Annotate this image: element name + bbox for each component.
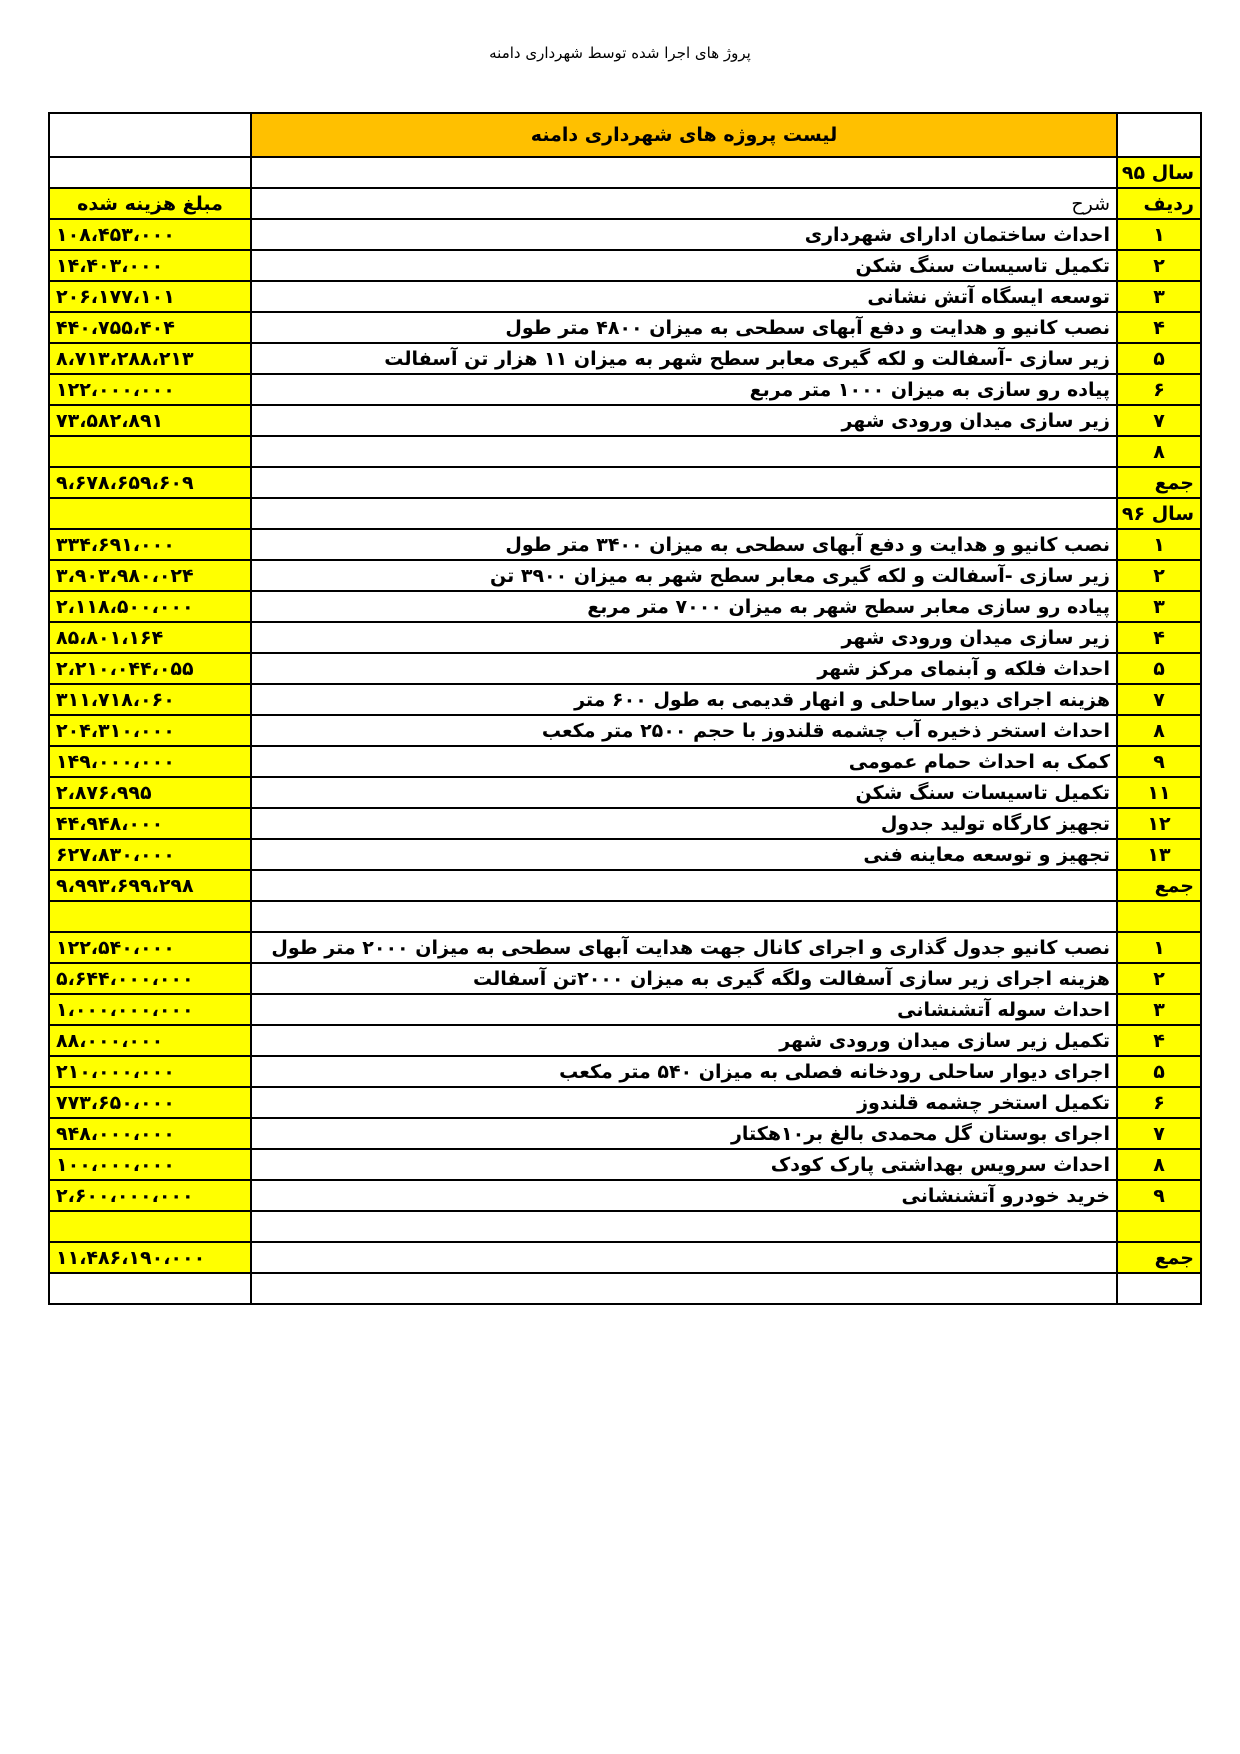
row-number-cell: ۳ (1117, 281, 1201, 312)
amount-cell: ۲۰۴،۳۱۰،۰۰۰ (49, 715, 251, 746)
row-number-cell: ۱ (1117, 932, 1201, 963)
row-number-cell: ۱ (1117, 529, 1201, 560)
row-number-cell: ۷ (1117, 1118, 1201, 1149)
total-95-row (49, 467, 1201, 498)
amount-cell: ۳۳۴،۶۹۱،۰۰۰ (49, 529, 251, 560)
row-number-cell: ۸ (1117, 436, 1201, 467)
amount-cell: ۱۲۲،۵۴۰،۰۰۰ (49, 932, 251, 963)
description-cell: اجرای دیوار ساحلی رودخانه فصلی به میزان ۵۴۰ متر مکعب (251, 1056, 1117, 1087)
amount-cell: ۱۰۸،۴۵۳،۰۰۰ (49, 219, 251, 250)
description-cell: نصب کانیو و هدایت و دفع آبهای سطحی به میزان ۳۴۰۰ متر طول (251, 529, 1117, 560)
amount-cell: ۹،۶۷۸،۶۵۹،۶۰۹ (49, 467, 251, 498)
description-cell (251, 1242, 1117, 1273)
row-number-cell: جمع (1117, 467, 1201, 498)
row-number-cell: جمع (1117, 870, 1201, 901)
empty-row (49, 1273, 1201, 1304)
amount-cell: ۹،۹۹۳،۶۹۹،۲۹۸ (49, 870, 251, 901)
row-number-cell: ۶ (1117, 374, 1201, 405)
description-cell: اجرای بوستان گل محمدی بالغ بر۱۰هکتار (251, 1118, 1117, 1149)
table-row (49, 622, 1201, 653)
row-number-cell: سال ۹۶ (1117, 498, 1201, 529)
description-cell: تکمیل تاسیسات سنگ شکن (251, 777, 1117, 808)
header-row (49, 188, 1201, 219)
description-cell: احداث سوله آتشنشانی (251, 994, 1117, 1025)
table-row (49, 715, 1201, 746)
description-cell (251, 498, 1117, 529)
description-cell: زیر سازی میدان ورودی شهر (251, 622, 1117, 653)
amount-cell (49, 901, 251, 932)
total-97-row (49, 1242, 1201, 1273)
table-row (49, 1056, 1201, 1087)
description-cell: تجهیز کارگاه تولید جدول (251, 808, 1117, 839)
row-number-cell: ۱۱ (1117, 777, 1201, 808)
amount-cell (49, 498, 251, 529)
table-row (49, 374, 1201, 405)
year-95-label: سال ۹۵ (1117, 157, 1201, 188)
amount-cell: ۲،۸۷۶،۹۹۵ (49, 777, 251, 808)
amount-cell: ۲۰۶،۱۷۷،۱۰۱ (49, 281, 251, 312)
amount-cell (49, 1211, 251, 1242)
row-number-cell: ۲ (1117, 963, 1201, 994)
description-cell: احداث استخر ذخیره آب چشمه قلندوز با حجم ۲۵۰۰ متر مکعب (251, 715, 1117, 746)
table-row (49, 591, 1201, 622)
description-cell: تکمیل زیر سازی میدان ورودی شهر (251, 1025, 1117, 1056)
amount-cell: ۴۴،۹۴۸،۰۰۰ (49, 808, 251, 839)
row-number-cell: ۱۲ (1117, 808, 1201, 839)
row-number-cell: ۹ (1117, 746, 1201, 777)
amount-cell: ۲،۱۱۸،۵۰۰،۰۰۰ (49, 591, 251, 622)
amount-cell: ۵،۶۴۴،۰۰۰،۰۰۰ (49, 963, 251, 994)
spacer-row (49, 901, 1201, 932)
amount-cell: ۳۱۱،۷۱۸،۰۶۰ (49, 684, 251, 715)
amount-cell: ۱۲۲،۰۰۰،۰۰۰ (49, 374, 251, 405)
table-row (49, 436, 1201, 467)
description-cell: نصب کانیو جدول گذاری و اجرای کانال جهت هدایت آبهای سطحی به میزان ۲۰۰۰ متر طول (251, 932, 1117, 963)
page-header: پروژ های اجرا شده توسط شهرداری دامنه (489, 44, 751, 62)
total-96-row (49, 870, 1201, 901)
amount-cell: ۸۸،۰۰۰،۰۰۰ (49, 1025, 251, 1056)
table-row (49, 932, 1201, 963)
table-row (49, 219, 1201, 250)
description-cell (251, 1211, 1117, 1242)
row-number-cell: ۱۳ (1117, 839, 1201, 870)
description-cell: خرید خودرو آتشنشانی (251, 1180, 1117, 1211)
amount-cell: ۱۴۹،۰۰۰،۰۰۰ (49, 746, 251, 777)
description-cell: زیر سازی میدان ورودی شهر (251, 405, 1117, 436)
table-row (49, 312, 1201, 343)
row-number-cell (1117, 1211, 1201, 1242)
row-number-cell: ۷ (1117, 684, 1201, 715)
row-number-cell (1117, 1273, 1201, 1304)
amount-cell (49, 436, 251, 467)
row-number-cell: ۲ (1117, 250, 1201, 281)
table-row (49, 1149, 1201, 1180)
projects-table (48, 112, 1202, 1305)
description-cell (251, 870, 1117, 901)
description-cell (251, 467, 1117, 498)
header-amount: مبلغ هزینه شده (49, 188, 251, 219)
row-number-cell: ۴ (1117, 1025, 1201, 1056)
row-number-cell: ۵ (1117, 343, 1201, 374)
amount-cell: ۷۳،۵۸۲،۸۹۱ (49, 405, 251, 436)
year-96-row (49, 498, 1201, 529)
header-desc: شرح (251, 188, 1117, 219)
description-cell: احداث ساختمان ادارای شهرداری (251, 219, 1117, 250)
amount-cell: ۷۷۳،۶۵۰،۰۰۰ (49, 1087, 251, 1118)
title-row (49, 113, 1201, 157)
amount-cell: ۱۱،۴۸۶،۱۹۰،۰۰۰ (49, 1242, 251, 1273)
row-number-cell: ۶ (1117, 1087, 1201, 1118)
row-number-cell: ۳ (1117, 994, 1201, 1025)
table-row (49, 963, 1201, 994)
row-number-cell (1117, 901, 1201, 932)
row-number-cell: ۴ (1117, 622, 1201, 653)
amount-cell: ۲،۲۱۰،۰۴۴،۰۵۵ (49, 653, 251, 684)
amount-cell: ۲،۶۰۰،۰۰۰،۰۰۰ (49, 1180, 251, 1211)
table-row (49, 777, 1201, 808)
table-row (49, 684, 1201, 715)
description-cell: تکمیل تاسیسات سنگ شکن (251, 250, 1117, 281)
amount-cell (49, 1273, 251, 1304)
row-number-cell: ۹ (1117, 1180, 1201, 1211)
description-cell (251, 436, 1117, 467)
table-row (49, 653, 1201, 684)
amount-cell: ۶۲۷،۸۳۰،۰۰۰ (49, 839, 251, 870)
header-row-number: ردیف (1117, 188, 1201, 219)
description-cell: تجهیز و توسعه معاینه فنی (251, 839, 1117, 870)
description-cell (251, 901, 1117, 932)
row-number-cell: ۱ (1117, 219, 1201, 250)
table-row (49, 405, 1201, 436)
table-row (49, 529, 1201, 560)
amount-cell: ۸۵،۸۰۱،۱۶۴ (49, 622, 251, 653)
description-cell: نصب کانیو و هدایت و دفع آبهای سطحی به میزان ۴۸۰۰ متر طول (251, 312, 1117, 343)
amount-cell: ۸،۷۱۳،۲۸۸،۲۱۳ (49, 343, 251, 374)
table-row (49, 746, 1201, 777)
row-number-cell: ۸ (1117, 1149, 1201, 1180)
table-title: لیست پروژه های شهرداری دامنه (251, 113, 1117, 157)
amount-cell: ۱۴،۴۰۳،۰۰۰ (49, 250, 251, 281)
empty-row (49, 1211, 1201, 1242)
description-cell: زیر سازی -آسفالت و لکه گیری معابر سطح شهر به میزان ۳۹۰۰ تن (251, 560, 1117, 591)
description-cell: زیر سازی -آسفالت و لکه گیری معابر سطح شهر به میزان ۱۱ هزار تن آسفالت (251, 343, 1117, 374)
description-cell: تکمیل استخر چشمه قلندوز (251, 1087, 1117, 1118)
table-row (49, 808, 1201, 839)
amount-cell: ۱،۰۰۰،۰۰۰،۰۰۰ (49, 994, 251, 1025)
description-cell: پیاده رو سازی معابر سطح شهر به میزان ۷۰۰۰ متر مربع (251, 591, 1117, 622)
row-number-cell: ۴ (1117, 312, 1201, 343)
table-row (49, 994, 1201, 1025)
row-number-cell: ۷ (1117, 405, 1201, 436)
description-cell (251, 1273, 1117, 1304)
description-cell: هزینه اجرای زیر سازی آسفالت ولگه گیری به میزان ۲۰۰۰تن آسفالت (251, 963, 1117, 994)
row-number-cell: ۲ (1117, 560, 1201, 591)
row-number-cell: ۵ (1117, 653, 1201, 684)
table-row (49, 250, 1201, 281)
table-row (49, 1087, 1201, 1118)
table-row (49, 1180, 1201, 1211)
row-number-cell: ۸ (1117, 715, 1201, 746)
row-number-cell: ۵ (1117, 1056, 1201, 1087)
description-cell: کمک به احداث حمام عمومی (251, 746, 1117, 777)
description-cell: پیاده رو سازی به میزان ۱۰۰۰ متر مربع (251, 374, 1117, 405)
amount-cell: ۲۱۰،۰۰۰،۰۰۰ (49, 1056, 251, 1087)
amount-cell: ۴۴۰،۷۵۵،۴۰۴ (49, 312, 251, 343)
amount-cell: ۹۴۸،۰۰۰،۰۰۰ (49, 1118, 251, 1149)
description-cell: احداث سرویس بهداشتی پارک کودک (251, 1149, 1117, 1180)
amount-cell: ۳،۹۰۳،۹۸۰،۰۲۴ (49, 560, 251, 591)
table-row (49, 1025, 1201, 1056)
description-cell: هزینه اجرای دیوار ساحلی و انهار قدیمی به طول ۶۰۰ متر (251, 684, 1117, 715)
description-cell: توسعه ایسگاه آتش نشانی (251, 281, 1117, 312)
table-row (49, 1118, 1201, 1149)
year-95-row (49, 157, 1201, 188)
amount-cell: ۱۰۰،۰۰۰،۰۰۰ (49, 1149, 251, 1180)
table-row (49, 281, 1201, 312)
table-row (49, 560, 1201, 591)
row-number-cell: جمع (1117, 1242, 1201, 1273)
table-row (49, 839, 1201, 870)
row-number-cell: ۳ (1117, 591, 1201, 622)
table-row (49, 343, 1201, 374)
description-cell: احداث فلکه و آبنمای مرکز شهر (251, 653, 1117, 684)
